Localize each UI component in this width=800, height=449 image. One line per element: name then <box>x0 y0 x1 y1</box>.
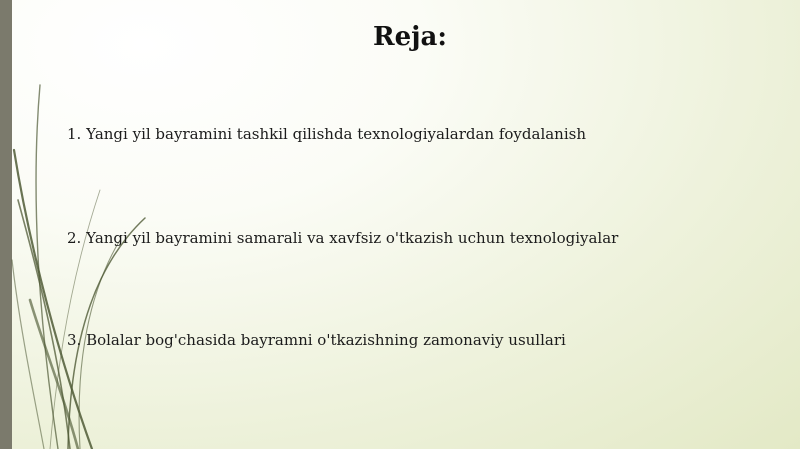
agenda-item-2: 2. Yangi yil bayramini samarali va xavfsiz o'tkazish uchun texnologiyalar <box>67 229 619 247</box>
agenda-item-3: 3. Bolalar bog'chasida bayramni o'tkazishning zamonaviy usullari <box>67 331 566 349</box>
slide-title: Reja: <box>372 22 447 52</box>
agenda-item-1: 1. Yangi yil bayramini tashkil qilishda texnologiyalardan foydalanish <box>67 125 586 143</box>
